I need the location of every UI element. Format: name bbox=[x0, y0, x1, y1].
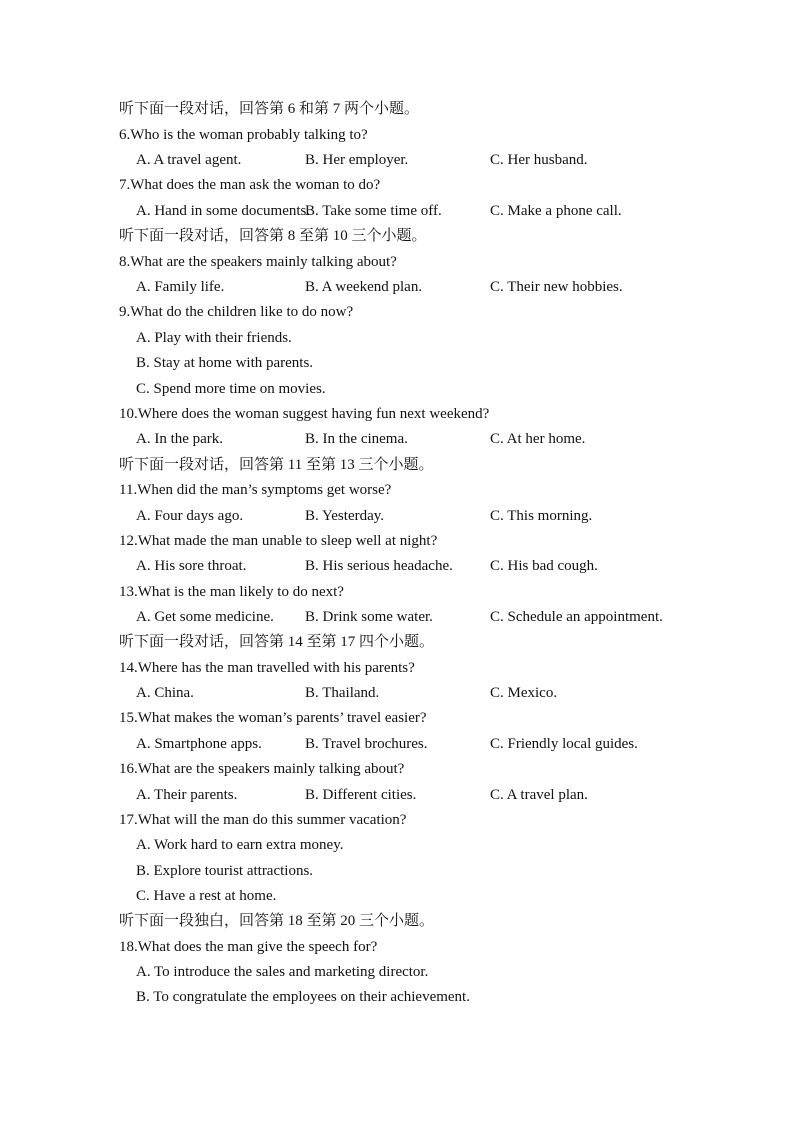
option-b: B. In the cinema. bbox=[305, 431, 408, 447]
option-b: B. His serious headache. bbox=[305, 558, 453, 574]
option-b: B. To congratulate the employees on their achievement. bbox=[136, 989, 470, 1005]
option-a: A. Work hard to earn extra money. bbox=[136, 837, 344, 853]
option-a: A. To introduce the sales and marketing director. bbox=[136, 964, 429, 980]
section-instruction: 听下面一段对话，回答第 11 至第 13 三个小题。 bbox=[119, 457, 434, 473]
question-text: 11.When did the man’s symptoms get worse? bbox=[119, 482, 392, 498]
option-a: A. Smartphone apps. bbox=[136, 736, 262, 752]
option-a: A. Four days ago. bbox=[136, 508, 244, 524]
option-c: C. Have a rest at home. bbox=[136, 888, 277, 904]
question-text: 18.What does the man give the speech for? bbox=[119, 939, 378, 955]
option-a: A. China. bbox=[136, 685, 194, 701]
option-b: B. Her employer. bbox=[305, 152, 409, 168]
option-a: A. Play with their friends. bbox=[136, 330, 292, 346]
question-text: 12.What made the man unable to sleep well at night? bbox=[119, 533, 438, 549]
option-c: C. This morning. bbox=[490, 508, 593, 524]
question-text: 14.Where has the man travelled with his parents? bbox=[119, 660, 415, 676]
option-a: A. In the park. bbox=[136, 431, 224, 447]
question-text: 10.Where does the woman suggest having fun next weekend? bbox=[119, 406, 490, 422]
question-text: 16.What are the speakers mainly talking about? bbox=[119, 761, 405, 777]
option-b: B. A weekend plan. bbox=[305, 279, 423, 295]
option-b: B. Take some time off. bbox=[305, 203, 442, 219]
option-c: C. Make a phone call. bbox=[490, 203, 622, 219]
option-c: C. At her home. bbox=[490, 431, 586, 447]
option-c: C. Their new hobbies. bbox=[490, 279, 623, 295]
option-a: A. Get some medicine. bbox=[136, 609, 274, 625]
option-b: B. Different cities. bbox=[305, 787, 417, 803]
option-c: C. Mexico. bbox=[490, 685, 558, 701]
option-a: A. Family life. bbox=[136, 279, 225, 295]
option-a: A. Their parents. bbox=[136, 787, 238, 803]
option-c: C. His bad cough. bbox=[490, 558, 598, 574]
option-b: B. Travel brochures. bbox=[305, 736, 428, 752]
option-b: B. Yesterday. bbox=[305, 508, 385, 524]
option-a: A. Hand in some documents. bbox=[136, 203, 311, 219]
option-c: C. Her husband. bbox=[490, 152, 588, 168]
option-c: C. A travel plan. bbox=[490, 787, 588, 803]
section-instruction: 听下面一段对话，回答第 6 和第 7 两个小题。 bbox=[119, 101, 420, 117]
question-text: 8.What are the speakers mainly talking about? bbox=[119, 254, 397, 270]
question-text: 13.What is the man likely to do next? bbox=[119, 584, 344, 600]
option-c: C. Schedule an appointment. bbox=[490, 609, 663, 625]
option-b: B. Thailand. bbox=[305, 685, 380, 701]
option-b: B. Drink some water. bbox=[305, 609, 433, 625]
section-instruction: 听下面一段独白，回答第 18 至第 20 三个小题。 bbox=[119, 913, 435, 929]
question-text: 9.What do the children like to do now? bbox=[119, 304, 354, 320]
section-instruction: 听下面一段对话，回答第 8 至第 10 三个小题。 bbox=[119, 228, 427, 244]
option-a: A. A travel agent. bbox=[136, 152, 242, 168]
section-instruction: 听下面一段对话，回答第 14 至第 17 四个小题。 bbox=[119, 634, 435, 650]
question-text: 7.What does the man ask the woman to do? bbox=[119, 177, 381, 193]
option-a: A. His sore throat. bbox=[136, 558, 247, 574]
question-text: 15.What makes the woman’s parents’ travel easier? bbox=[119, 710, 427, 726]
question-text: 17.What will the man do this summer vacation? bbox=[119, 812, 407, 828]
option-b: B. Explore tourist attractions. bbox=[136, 863, 314, 879]
question-text: 6.Who is the woman probably talking to? bbox=[119, 127, 368, 143]
option-c: C. Friendly local guides. bbox=[490, 736, 638, 752]
option-c: C. Spend more time on movies. bbox=[136, 381, 326, 397]
option-b: B. Stay at home with parents. bbox=[136, 355, 314, 371]
